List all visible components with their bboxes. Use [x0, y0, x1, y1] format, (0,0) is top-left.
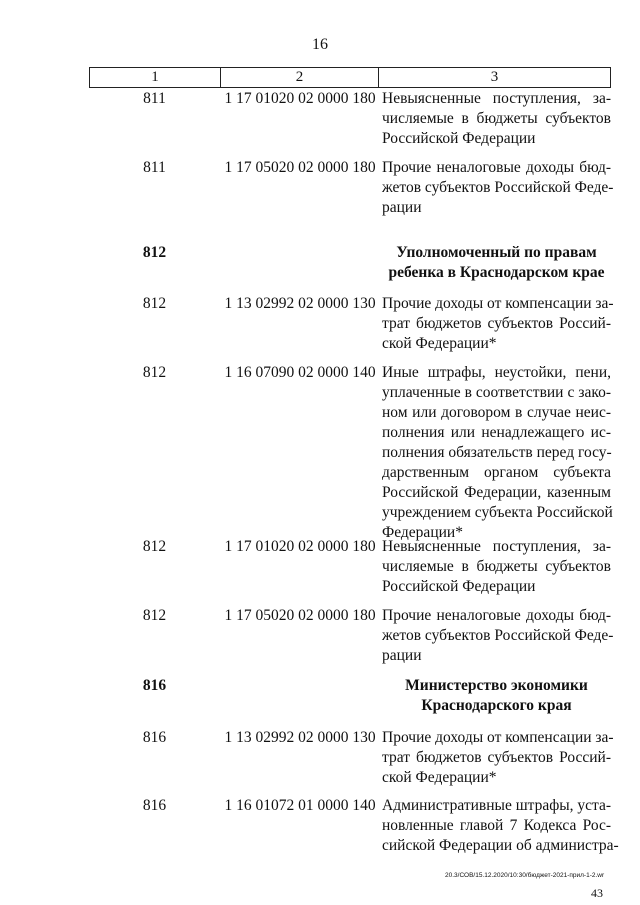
description-line: Невыясненные поступления, за- — [382, 90, 611, 107]
admin-code-cell: 812 — [142, 364, 167, 381]
admin-code-cell: 812 — [142, 607, 167, 624]
description-line: Прочие доходы от компенсации за- — [382, 729, 614, 746]
admin-code-cell: 812 — [142, 295, 167, 312]
admin-code-cell: 812 — [142, 538, 167, 555]
description-line: Краснодарского края — [421, 697, 572, 714]
revenue-code-cell: 1 17 01020 02 0000 180 — [224, 90, 376, 107]
description-line: Невыясненные поступления, за- — [382, 538, 611, 555]
description-line: Прочие неналоговые доходы бюд- — [382, 159, 611, 176]
description-cell — [382, 537, 611, 597]
revenue-code-cell: 1 17 05020 02 0000 180 — [224, 159, 376, 176]
table-header — [89, 67, 611, 88]
revenue-code-cell: 1 13 02992 02 0000 130 — [224, 295, 376, 312]
footer-document-code: 20.3/СОВ/15.12.2020/10:30/бюджет-2021-прил-1-2.wr — [445, 872, 605, 879]
admin-code-cell: 816 — [142, 729, 167, 746]
description-cell — [382, 243, 611, 283]
admin-code-cell: 811 — [143, 159, 166, 176]
description-line: числяемые в бюджеты субъектов — [382, 558, 611, 575]
description-line: трат бюджетов субъектов Россий- — [382, 315, 611, 332]
description-line: Административные штрафы, уста- — [382, 797, 612, 814]
description-line: ном или договором в случае неис- — [382, 404, 611, 421]
description-line: трат бюджетов субъектов Россий- — [382, 749, 611, 766]
revenue-code-cell: 1 17 01020 02 0000 180 — [224, 538, 376, 555]
description-line: Прочие доходы от компенсации за- — [382, 295, 614, 312]
description-line: жетов субъектов Российской Феде- — [382, 179, 614, 196]
description-line: жетов субъектов Российской Феде- — [382, 627, 614, 644]
revenue-code-cell: 1 16 07090 02 0000 140 — [224, 364, 376, 381]
description-cell — [382, 728, 614, 788]
description-line: Российской Федерации, казенным — [382, 484, 611, 501]
description-line: уплаченные в соответствии с зако- — [382, 384, 611, 401]
footer-page-number: 43 — [591, 886, 603, 900]
revenue-code-cell: 1 17 05020 02 0000 180 — [224, 607, 376, 624]
description-line: Министерство экономики — [405, 677, 588, 694]
description-line: рации — [382, 199, 422, 216]
description-line: дарственным органом субъекта — [382, 464, 611, 481]
description-cell — [382, 676, 611, 716]
header-col-2: 2 — [221, 68, 379, 87]
description-line: сийской Федерации об администра- — [382, 837, 619, 854]
description-line: числяемые в бюджеты субъектов — [382, 110, 611, 127]
description-line: Уполномоченный по правам — [396, 244, 597, 261]
revenue-code-cell: 1 16 01072 01 0000 140 — [224, 797, 376, 814]
revenue-code-cell: 1 13 02992 02 0000 130 — [224, 729, 376, 746]
description-line: новленные главой 7 Кодекса Рос- — [382, 817, 611, 834]
description-cell — [382, 796, 619, 856]
revenue-code-cell — [220, 676, 380, 696]
description-line: ребенка в Краснодарском крае — [388, 264, 605, 281]
header-col-1: 1 — [90, 68, 221, 87]
description-cell — [382, 89, 611, 149]
description-cell — [382, 606, 614, 666]
description-cell — [382, 294, 614, 354]
description-line: полнения или ненадлежащего ис- — [382, 424, 611, 441]
revenue-code-cell — [220, 243, 380, 263]
description-line: Российской Федерации — [382, 130, 536, 147]
description-line: Прочие неналоговые доходы бюд- — [382, 607, 611, 624]
description-line: Российской Федерации — [382, 578, 536, 595]
admin-code-cell: 811 — [143, 90, 166, 107]
header-col-3: 3 — [490, 69, 499, 85]
description-line: Федерации* — [382, 524, 463, 541]
admin-code-cell: 816 — [142, 797, 167, 814]
description-line: полнения обязательств перед госу- — [382, 444, 612, 461]
description-cell — [382, 158, 614, 218]
description-line: учреждением субъекта Российской — [382, 504, 613, 521]
admin-code-cell: 816 — [142, 677, 167, 694]
page-number: 16 — [312, 36, 328, 53]
description-line: ской Федерации* — [382, 335, 497, 352]
admin-code-cell: 812 — [142, 244, 167, 261]
description-cell — [382, 363, 611, 543]
description-line: ской Федерации* — [382, 769, 497, 786]
description-line: рации — [382, 647, 422, 664]
description-line: Иные штрафы, неустойки, пени, — [382, 364, 611, 381]
